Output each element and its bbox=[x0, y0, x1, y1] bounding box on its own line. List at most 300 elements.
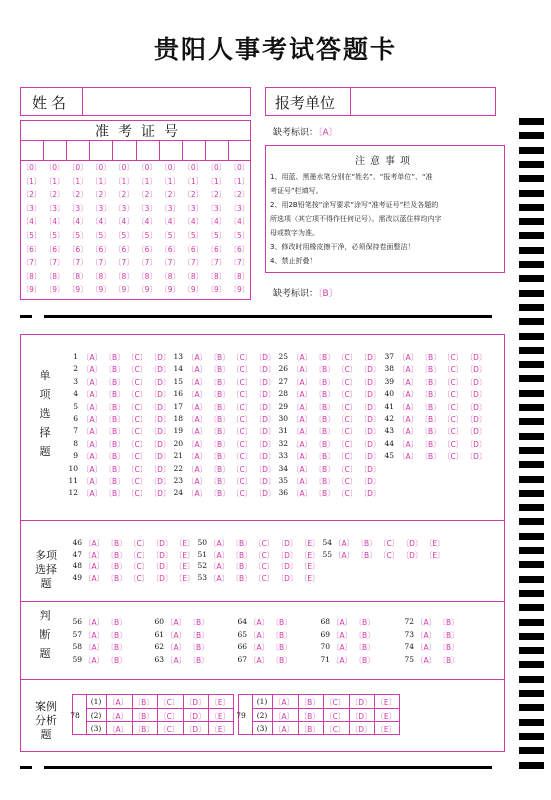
answer-options[interactable]: 〔A〕 〔B〕 〔C〕 〔D〕 〔E〕 bbox=[84, 573, 195, 583]
id-digit-bubble[interactable]: 〔6〕 bbox=[67, 244, 88, 254]
case-table-rule bbox=[252, 721, 400, 722]
id-digit-bubble[interactable]: 〔0〕 bbox=[67, 163, 88, 172]
id-digit-bubble[interactable]: 〔0〕 bbox=[137, 163, 157, 172]
id-digit-bubble[interactable]: 〔5〕 bbox=[44, 231, 65, 240]
answer-options[interactable]: 〔A〕 〔B〕 〔C〕 〔D〕 bbox=[82, 427, 171, 437]
id-digit-bubble[interactable]: 〔6〕 bbox=[44, 244, 65, 254]
page-title: 贵阳人事考试答题卡 bbox=[153, 35, 397, 64]
case-table-rule bbox=[323, 694, 324, 708]
multi-choice-label: 多项 选择 题 bbox=[35, 549, 57, 590]
case-option-bubble[interactable]: 〔B〕 bbox=[133, 725, 154, 734]
id-digit-bubble[interactable]: 〔7〕 bbox=[229, 258, 250, 268]
id-digit-bubble[interactable]: 〔2〕 bbox=[21, 190, 42, 200]
question-number: 20 bbox=[173, 438, 183, 448]
id-digit-bubble[interactable]: 〔0〕 bbox=[21, 163, 42, 172]
id-write-cell[interactable] bbox=[206, 141, 227, 159]
id-digit-bubble[interactable]: 〔8〕 bbox=[206, 271, 227, 281]
answer-options[interactable]: 〔A〕 〔B〕 〔C〕 〔D〕 bbox=[292, 489, 381, 499]
id-digit-bubble[interactable]: 〔9〕 bbox=[90, 285, 111, 295]
case-option-bubble[interactable]: 〔E〕 bbox=[376, 698, 397, 707]
id-digit-bubble[interactable]: 〔7〕 bbox=[21, 258, 42, 268]
case-option-bubble[interactable]: 〔B〕 bbox=[133, 711, 154, 721]
answer-options[interactable]: 〔A〕 〔B〕 bbox=[249, 630, 292, 640]
id-digit-bubble[interactable]: 〔4〕 bbox=[90, 217, 111, 227]
answer-options[interactable]: 〔A〕 〔B〕 〔C〕 〔D〕 bbox=[398, 377, 487, 387]
question-number: 45 bbox=[384, 451, 394, 461]
id-digit-bubble[interactable]: 〔3〕 bbox=[183, 203, 204, 213]
answer-options[interactable]: 〔A〕 〔B〕 〔C〕 〔D〕 bbox=[398, 353, 487, 362]
id-digit-bubble[interactable]: 〔2〕 bbox=[229, 190, 250, 200]
case-table-rule bbox=[208, 721, 209, 735]
question-number: 49 bbox=[72, 572, 82, 582]
timing-mark bbox=[519, 762, 544, 769]
question-number: 55 bbox=[322, 549, 332, 559]
unit-field[interactable] bbox=[351, 88, 495, 115]
answer-options[interactable]: 〔A〕 〔B〕 〔C〕 〔D〕 bbox=[82, 464, 171, 474]
answer-options[interactable]: 〔A〕 〔B〕 〔C〕 〔D〕 bbox=[187, 427, 276, 437]
case-option-bubble[interactable]: 〔B〕 bbox=[133, 698, 154, 707]
answer-options[interactable]: 〔A〕 〔B〕 〔C〕 〔D〕 bbox=[398, 415, 487, 424]
notice-line: 母或数字为准。 bbox=[270, 229, 319, 237]
id-digit-bubble[interactable]: 〔9〕 bbox=[229, 285, 250, 295]
id-digit-bubble[interactable]: 〔5〕 bbox=[229, 231, 250, 240]
id-digit-bubble[interactable]: 〔2〕 bbox=[114, 190, 134, 200]
id-digit-bubble[interactable]: 〔9〕 bbox=[137, 285, 157, 295]
id-digit-bubble[interactable]: 〔4〕 bbox=[44, 217, 65, 227]
case-option-bubble[interactable]: 〔D〕 bbox=[184, 698, 206, 707]
id-digit-bubble[interactable]: 〔5〕 bbox=[137, 231, 157, 240]
id-digit-bubble[interactable]: 〔3〕 bbox=[67, 203, 88, 213]
question-number: 38 bbox=[384, 364, 394, 374]
judge-label: 判 断 题 bbox=[39, 609, 51, 660]
id-write-cell[interactable] bbox=[90, 141, 111, 159]
answer-options[interactable]: 〔A〕 〔B〕 〔C〕 〔D〕 bbox=[82, 489, 171, 499]
case-option-bubble[interactable]: 〔A〕 bbox=[274, 725, 295, 734]
case-sub-number: (3) bbox=[90, 724, 102, 733]
answer-options[interactable]: 〔A〕 〔B〕 bbox=[166, 655, 209, 665]
id-digit-bubble[interactable]: 〔1〕 bbox=[114, 176, 134, 186]
answer-options[interactable]: 〔A〕 〔B〕 bbox=[416, 630, 459, 640]
timing-mark bbox=[519, 461, 544, 468]
case-option-bubble[interactable]: 〔D〕 bbox=[350, 698, 372, 707]
answer-options[interactable]: 〔A〕 〔B〕 〔C〕 〔D〕 bbox=[82, 415, 171, 424]
case-option-bubble[interactable]: 〔E〕 bbox=[210, 711, 231, 721]
answer-options[interactable]: 〔A〕 〔B〕 〔C〕 〔D〕 bbox=[292, 477, 381, 486]
answer-options[interactable]: 〔A〕 〔B〕 〔C〕 〔D〕 bbox=[398, 439, 487, 449]
case-table-rule bbox=[208, 694, 209, 708]
id-digit-bubble[interactable]: 〔6〕 bbox=[183, 244, 204, 254]
absent-a-label: 缺考标识： bbox=[273, 128, 319, 138]
timing-mark bbox=[519, 232, 544, 239]
id-digit-bubble[interactable]: 〔1〕 bbox=[90, 176, 111, 186]
timing-mark bbox=[519, 690, 544, 697]
timing-mark bbox=[519, 747, 544, 754]
answer-options[interactable]: 〔A〕 〔B〕 〔C〕 〔D〕 bbox=[82, 477, 171, 486]
answer-options[interactable]: 〔A〕 〔B〕 bbox=[332, 618, 375, 627]
id-digit-bubble[interactable]: 〔0〕 bbox=[183, 163, 204, 172]
question-number: 22 bbox=[173, 463, 183, 473]
id-digit-bubble[interactable]: 〔2〕 bbox=[90, 190, 111, 200]
answer-options[interactable]: 〔A〕 〔B〕 〔C〕 〔D〕 bbox=[82, 365, 171, 375]
answer-options[interactable]: 〔A〕 〔B〕 〔C〕 〔D〕 bbox=[82, 377, 171, 387]
id-write-cell[interactable] bbox=[229, 141, 250, 159]
answer-options[interactable]: 〔A〕 〔B〕 〔C〕 〔D〕 bbox=[398, 390, 487, 400]
id-write-cell[interactable] bbox=[67, 141, 88, 159]
id-digit-bubble[interactable]: 〔0〕 bbox=[90, 163, 111, 172]
id-digit-bubble[interactable]: 〔8〕 bbox=[67, 271, 88, 281]
id-digit-bubble[interactable]: 〔9〕 bbox=[160, 285, 181, 295]
case-table-rule bbox=[374, 721, 375, 735]
answer-options[interactable]: 〔A〕 〔B〕 〔C〕 〔D〕 bbox=[398, 427, 487, 437]
answer-options[interactable]: 〔A〕 〔B〕 〔C〕 〔D〕 bbox=[292, 452, 381, 462]
id-digit-bubble[interactable]: 〔0〕 bbox=[229, 163, 250, 172]
id-digit-bubble[interactable]: 〔2〕 bbox=[137, 190, 157, 200]
id-digit-bubble[interactable]: 〔5〕 bbox=[90, 231, 111, 240]
case-option-bubble[interactable]: 〔A〕 bbox=[274, 711, 295, 721]
id-digit-bubble[interactable]: 〔7〕 bbox=[137, 258, 157, 268]
id-digit-bubble[interactable]: 〔4〕 bbox=[229, 217, 250, 227]
id-digit-bubble[interactable]: 〔2〕 bbox=[44, 190, 65, 200]
case-table-rule bbox=[183, 721, 184, 735]
id-digit-bubble[interactable]: 〔6〕 bbox=[21, 244, 42, 254]
answer-options[interactable]: 〔A〕 〔B〕 bbox=[84, 643, 127, 652]
notice-text bbox=[270, 170, 502, 268]
case-option-bubble[interactable]: 〔C〕 bbox=[325, 725, 346, 734]
question-number: 6 bbox=[73, 414, 78, 423]
id-digit-bubble[interactable]: 〔9〕 bbox=[21, 285, 42, 295]
answer-options[interactable]: 〔A〕 〔B〕 〔C〕 〔D〕 bbox=[187, 390, 276, 400]
id-write-cell[interactable] bbox=[44, 141, 65, 159]
question-number: 29 bbox=[278, 401, 288, 411]
id-digit-bubble[interactable]: 〔8〕 bbox=[90, 271, 111, 281]
id-digit-bubble[interactable]: 〔6〕 bbox=[206, 244, 227, 254]
case-option-bubble[interactable]: 〔E〕 bbox=[376, 725, 397, 734]
id-digit-bubble[interactable]: 〔1〕 bbox=[21, 176, 42, 186]
id-digit-bubble[interactable]: 〔8〕 bbox=[44, 271, 65, 281]
timing-mark bbox=[519, 275, 544, 282]
id-digit-bubble[interactable]: 〔4〕 bbox=[137, 217, 157, 227]
answer-options[interactable]: 〔A〕 〔B〕 〔C〕 〔D〕 bbox=[187, 415, 276, 424]
timing-mark bbox=[519, 561, 544, 568]
answer-options[interactable]: 〔A〕 〔B〕 〔C〕 〔D〕 bbox=[82, 452, 171, 462]
id-digit-bubble[interactable]: 〔3〕 bbox=[206, 203, 227, 213]
answer-options[interactable]: 〔A〕 〔B〕 〔C〕 〔D〕 bbox=[398, 402, 487, 412]
id-digit-bubble[interactable]: 〔4〕 bbox=[67, 217, 88, 227]
timing-mark bbox=[519, 704, 544, 711]
timing-mark bbox=[519, 590, 544, 597]
id-digit-bubble[interactable]: 〔9〕 bbox=[67, 285, 88, 295]
id-digit-bubble[interactable]: 〔7〕 bbox=[90, 258, 111, 268]
question-number: 5 bbox=[73, 401, 78, 411]
question-number: 35 bbox=[278, 476, 288, 485]
timing-mark bbox=[519, 361, 544, 368]
answer-options[interactable]: 〔A〕 〔B〕 〔C〕 〔D〕 〔E〕 bbox=[334, 550, 445, 560]
answer-options[interactable]: 〔A〕 〔B〕 〔C〕 〔D〕 bbox=[187, 365, 276, 375]
question-number: 40 bbox=[384, 389, 394, 399]
case-table-rule bbox=[86, 721, 234, 722]
answer-options[interactable]: 〔A〕 〔B〕 〔C〕 〔D〕 bbox=[187, 464, 276, 474]
id-digit-bubble[interactable]: 〔9〕 bbox=[206, 285, 227, 295]
case-table-rule bbox=[298, 708, 299, 722]
id-digit-bubble[interactable]: 〔4〕 bbox=[183, 217, 204, 227]
id-digit-bubble[interactable]: 〔6〕 bbox=[137, 244, 157, 254]
answer-options[interactable]: 〔A〕 〔B〕 〔C〕 〔D〕 bbox=[398, 452, 487, 462]
notice-line: 考证号”栏填写。 bbox=[270, 187, 323, 195]
timing-mark bbox=[519, 190, 544, 197]
question-number: 61 bbox=[154, 629, 164, 639]
case-option-bubble[interactable]: 〔B〕 bbox=[299, 711, 320, 721]
name-label: 姓名 bbox=[32, 94, 71, 112]
answer-options[interactable]: 〔A〕 〔B〕 〔C〕 〔D〕 bbox=[187, 353, 276, 362]
answer-options[interactable]: 〔A〕 〔B〕 bbox=[332, 643, 375, 652]
id-digit-bubble[interactable]: 〔2〕 bbox=[67, 190, 88, 200]
id-digit-bubble[interactable]: 〔8〕 bbox=[21, 271, 42, 281]
id-digit-bubble[interactable]: 〔6〕 bbox=[229, 244, 250, 254]
id-digit-bubble[interactable]: 〔7〕 bbox=[183, 258, 204, 268]
id-digit-bubble[interactable]: 〔6〕 bbox=[114, 244, 134, 254]
answer-options[interactable]: 〔A〕 〔B〕 〔C〕 〔D〕 〔E〕 bbox=[209, 562, 320, 572]
case-option-bubble[interactable]: 〔E〕 bbox=[210, 698, 231, 707]
id-digit-bubble[interactable]: 〔8〕 bbox=[183, 271, 204, 281]
question-number: 66 bbox=[237, 642, 247, 651]
id-digit-bubble[interactable]: 〔7〕 bbox=[114, 258, 134, 268]
question-number: 48 bbox=[72, 561, 82, 571]
question-number: 2 bbox=[73, 364, 78, 374]
question-number: 34 bbox=[278, 463, 288, 473]
timing-mark bbox=[519, 218, 544, 225]
id-digit-bubble[interactable]: 〔2〕 bbox=[206, 190, 227, 200]
case-table-rule bbox=[298, 694, 299, 708]
id-digit-bubble[interactable]: 〔2〕 bbox=[160, 190, 181, 200]
question-number: 70 bbox=[320, 642, 330, 651]
case-option-bubble[interactable]: 〔C〕 bbox=[159, 711, 180, 721]
case-option-bubble[interactable]: 〔D〕 bbox=[350, 725, 372, 734]
timing-mark bbox=[519, 132, 544, 139]
answer-options[interactable]: 〔A〕 〔B〕 bbox=[84, 630, 127, 640]
id-digit-bubble[interactable]: 〔4〕 bbox=[160, 217, 181, 227]
answer-options[interactable]: 〔A〕 〔B〕 〔C〕 〔D〕 〔E〕 bbox=[209, 539, 320, 548]
answer-options[interactable]: 〔A〕 〔B〕 bbox=[166, 630, 209, 640]
answer-options[interactable]: 〔A〕 〔B〕 〔C〕 〔D〕 bbox=[292, 439, 381, 449]
case-table-rule bbox=[157, 708, 158, 722]
id-digit-bubble[interactable]: 〔7〕 bbox=[160, 258, 181, 268]
id-digit-bubble[interactable]: 〔4〕 bbox=[114, 217, 134, 227]
case-option-bubble[interactable]: 〔C〕 bbox=[159, 698, 180, 707]
question-number: 30 bbox=[278, 414, 288, 423]
timing-mark bbox=[519, 333, 544, 340]
id-digit-bubble[interactable]: 〔5〕 bbox=[114, 231, 134, 240]
case-option-bubble[interactable]: 〔B〕 bbox=[299, 725, 320, 734]
case-option-bubble[interactable]: 〔C〕 bbox=[325, 711, 346, 721]
timing-mark bbox=[519, 504, 544, 511]
id-digit-bubble[interactable]: 〔2〕 bbox=[183, 190, 204, 200]
case-table-rule bbox=[183, 708, 184, 722]
id-digit-bubble[interactable]: 〔1〕 bbox=[160, 176, 181, 186]
id-write-cell[interactable] bbox=[183, 141, 204, 159]
question-number: 25 bbox=[278, 352, 288, 361]
answer-options[interactable]: 〔A〕 〔B〕 〔C〕 〔D〕 bbox=[82, 439, 171, 449]
answer-options[interactable]: 〔A〕 〔B〕 〔C〕 〔D〕 bbox=[292, 464, 381, 474]
timing-mark bbox=[519, 476, 544, 483]
notice-line: 所选项（其它项不得作任何记号）。需改以蓝住样均内字 bbox=[270, 215, 442, 223]
id-digit-bubble[interactable]: 〔3〕 bbox=[114, 203, 134, 213]
case-option-bubble[interactable]: 〔D〕 bbox=[184, 725, 206, 734]
id-digit-bubble[interactable]: 〔1〕 bbox=[183, 176, 204, 186]
id-digit-bubble[interactable]: 〔3〕 bbox=[90, 203, 111, 213]
timing-mark bbox=[519, 261, 544, 268]
id-digit-bubble[interactable]: 〔3〕 bbox=[21, 203, 42, 213]
answer-options[interactable]: 〔A〕 〔B〕 〔C〕 〔D〕 bbox=[292, 353, 381, 362]
answer-options[interactable]: 〔A〕 〔B〕 bbox=[84, 655, 127, 665]
id-digit-bubble[interactable]: 〔3〕 bbox=[160, 203, 181, 213]
answer-options[interactable]: 〔A〕 〔B〕 〔C〕 〔D〕 bbox=[292, 377, 381, 387]
answer-options[interactable]: 〔A〕 〔B〕 〔C〕 〔D〕 〔E〕 bbox=[334, 539, 445, 548]
answer-options[interactable]: 〔A〕 〔B〕 〔C〕 〔D〕 bbox=[187, 439, 276, 449]
question-number: 71 bbox=[320, 654, 330, 664]
timing-mark bbox=[519, 433, 544, 440]
id-digit-bubble[interactable]: 〔9〕 bbox=[183, 285, 204, 295]
answer-options[interactable]: 〔A〕 〔B〕 〔C〕 〔D〕 〔E〕 bbox=[209, 550, 320, 560]
timing-mark bbox=[519, 318, 544, 325]
question-number: 67 bbox=[237, 654, 247, 664]
id-digit-bubble[interactable]: 〔8〕 bbox=[229, 271, 250, 281]
answer-options[interactable]: 〔A〕 〔B〕 bbox=[416, 643, 459, 652]
id-write-cell[interactable] bbox=[113, 141, 134, 159]
answer-options[interactable]: 〔A〕 〔B〕 〔C〕 〔D〕 bbox=[292, 427, 381, 437]
timing-mark bbox=[519, 204, 544, 211]
question-number: 26 bbox=[278, 364, 288, 374]
id-digit-bubble[interactable]: 〔3〕 bbox=[44, 203, 65, 213]
answer-options[interactable]: 〔A〕 〔B〕 〔C〕 〔D〕 bbox=[292, 402, 381, 412]
id-digit-bubble[interactable]: 〔3〕 bbox=[137, 203, 157, 213]
answer-options[interactable]: 〔A〕 〔B〕 bbox=[166, 618, 209, 627]
question-number: 23 bbox=[173, 476, 183, 485]
case-table-rule bbox=[298, 721, 299, 735]
answer-options[interactable]: 〔A〕 〔B〕 〔C〕 〔D〕 bbox=[292, 415, 381, 424]
id-digit-bubble[interactable]: 〔7〕 bbox=[44, 258, 65, 268]
absent-b-bubble[interactable]: 〔B〕 bbox=[318, 289, 338, 299]
id-digit-bubble[interactable]: 〔0〕 bbox=[160, 163, 181, 172]
absent-a-bubble[interactable]: 〔A〕 bbox=[318, 128, 338, 138]
id-digit-bubble[interactable]: 〔1〕 bbox=[137, 176, 157, 186]
case-sub-number: (2) bbox=[256, 710, 268, 720]
id-digit-bubble[interactable]: 〔6〕 bbox=[160, 244, 181, 254]
id-digit-bubble[interactable]: 〔9〕 bbox=[114, 285, 134, 295]
answer-options[interactable]: 〔A〕 〔B〕 bbox=[249, 643, 292, 652]
question-number: 60 bbox=[154, 617, 164, 626]
id-digit-bubble[interactable]: 〔1〕 bbox=[44, 176, 65, 186]
answer-options[interactable]: 〔A〕 〔B〕 〔C〕 〔D〕 bbox=[187, 452, 276, 462]
id-digit-bubble[interactable]: 〔5〕 bbox=[206, 231, 227, 240]
id-digit-bubble[interactable]: 〔0〕 bbox=[44, 163, 65, 172]
id-write-cell[interactable] bbox=[137, 141, 158, 159]
timing-bar bbox=[44, 315, 492, 318]
id-digit-bubble[interactable]: 〔5〕 bbox=[67, 231, 88, 240]
id-digit-bubble[interactable]: 〔9〕 bbox=[44, 285, 65, 295]
case-option-bubble[interactable]: 〔D〕 bbox=[350, 711, 372, 721]
id-write-cell[interactable] bbox=[21, 141, 42, 159]
answer-options[interactable]: 〔A〕 〔B〕 〔C〕 〔D〕 bbox=[292, 365, 381, 375]
id-digit-bubble[interactable]: 〔5〕 bbox=[183, 231, 204, 240]
answer-options[interactable]: 〔A〕 〔B〕 〔C〕 〔D〕 〔E〕 bbox=[209, 573, 320, 583]
id-digit-bubble[interactable]: 〔1〕 bbox=[229, 176, 250, 186]
id-digit-bubble[interactable]: 〔3〕 bbox=[229, 203, 250, 213]
answer-options[interactable]: 〔A〕 〔B〕 bbox=[332, 630, 375, 640]
question-number: 58 bbox=[72, 642, 82, 651]
question-number: 19 bbox=[173, 426, 183, 436]
id-digit-bubble[interactable]: 〔4〕 bbox=[206, 217, 227, 227]
answer-options[interactable]: 〔A〕 〔B〕 〔C〕 〔D〕 bbox=[187, 489, 276, 499]
case-sub-number: (1) bbox=[256, 697, 268, 706]
answer-options[interactable]: 〔A〕 〔B〕 bbox=[84, 618, 127, 627]
timing-bar bbox=[20, 766, 32, 769]
id-digit-bubble[interactable]: 〔0〕 bbox=[114, 163, 134, 172]
id-digit-bubble[interactable]: 〔8〕 bbox=[160, 271, 181, 281]
case-option-bubble[interactable]: 〔C〕 bbox=[325, 698, 346, 707]
id-digit-bubble[interactable]: 〔8〕 bbox=[114, 271, 134, 281]
answer-options[interactable]: 〔A〕 〔B〕 bbox=[416, 655, 459, 665]
id-digit-bubble[interactable]: 〔7〕 bbox=[206, 258, 227, 268]
name-field[interactable] bbox=[83, 88, 250, 115]
id-digit-bubble[interactable]: 〔5〕 bbox=[160, 231, 181, 240]
id-digit-bubble[interactable]: 〔4〕 bbox=[21, 217, 42, 227]
answer-options[interactable]: 〔A〕 〔B〕 〔C〕 〔D〕 bbox=[82, 353, 171, 362]
case-option-bubble[interactable]: 〔A〕 bbox=[274, 698, 295, 707]
id-digit-bubble[interactable]: 〔7〕 bbox=[67, 258, 88, 268]
notice-line: 2、用2B铅笔按“涂写要求”涂写“准考证号”栏及各题的 bbox=[270, 201, 439, 209]
answer-options[interactable]: 〔A〕 〔B〕 〔C〕 〔D〕 〔E〕 bbox=[84, 562, 195, 572]
case-option-bubble[interactable]: 〔E〕 bbox=[210, 725, 231, 734]
case-option-bubble[interactable]: 〔A〕 bbox=[108, 711, 129, 721]
answer-options[interactable]: 〔A〕 〔B〕 〔C〕 〔D〕 bbox=[187, 402, 276, 412]
id-digit-bubble[interactable]: 〔5〕 bbox=[21, 231, 42, 240]
case-option-bubble[interactable]: 〔A〕 bbox=[108, 698, 129, 707]
answer-options[interactable]: 〔A〕 〔B〕 bbox=[249, 618, 292, 627]
id-digit-bubble[interactable]: 〔1〕 bbox=[206, 176, 227, 186]
case-table-rule bbox=[132, 721, 133, 735]
answer-options[interactable]: 〔A〕 〔B〕 bbox=[249, 655, 292, 665]
answer-options[interactable]: 〔A〕 〔B〕 〔C〕 〔D〕 bbox=[187, 377, 276, 387]
case-option-bubble[interactable]: 〔D〕 bbox=[184, 711, 206, 721]
timing-mark bbox=[519, 118, 544, 125]
id-digit-bubble[interactable]: 〔1〕 bbox=[67, 176, 88, 186]
id-digit-bubble[interactable]: 〔6〕 bbox=[90, 244, 111, 254]
case-label: 案例 分析 题 bbox=[35, 700, 57, 741]
answer-options[interactable]: 〔A〕 〔B〕 bbox=[166, 643, 209, 652]
case-option-bubble[interactable]: 〔A〕 bbox=[108, 725, 129, 734]
timing-mark bbox=[519, 347, 544, 354]
question-number: 53 bbox=[197, 572, 207, 582]
id-digit-bubble[interactable]: 〔8〕 bbox=[137, 271, 157, 281]
timing-bar bbox=[44, 766, 492, 769]
answer-options[interactable]: 〔A〕 〔B〕 〔C〕 〔D〕 bbox=[82, 402, 171, 412]
answer-options[interactable]: 〔A〕 〔B〕 〔C〕 〔D〕 〔E〕 bbox=[84, 539, 195, 548]
answer-options[interactable]: 〔A〕 〔B〕 bbox=[332, 655, 375, 665]
id-write-cell[interactable] bbox=[160, 141, 181, 159]
answer-options[interactable]: 〔A〕 〔B〕 〔C〕 〔D〕 bbox=[187, 477, 276, 486]
question-number: 62 bbox=[154, 642, 164, 651]
timing-mark bbox=[519, 647, 544, 654]
answer-options[interactable]: 〔A〕 〔B〕 bbox=[416, 618, 459, 627]
case-option-bubble[interactable]: 〔E〕 bbox=[376, 711, 397, 721]
case-option-bubble[interactable]: 〔C〕 bbox=[159, 725, 180, 734]
answer-options[interactable]: 〔A〕 〔B〕 〔C〕 〔D〕 bbox=[82, 390, 171, 400]
case-option-bubble[interactable]: 〔B〕 bbox=[299, 698, 320, 707]
id-digit-bubble[interactable]: 〔0〕 bbox=[206, 163, 227, 172]
answer-options[interactable]: 〔A〕 〔B〕 〔C〕 〔D〕 bbox=[398, 365, 487, 375]
answer-options[interactable]: 〔A〕 〔B〕 〔C〕 〔D〕 〔E〕 bbox=[84, 550, 195, 560]
answer-options[interactable]: 〔A〕 〔B〕 〔C〕 〔D〕 bbox=[292, 390, 381, 400]
